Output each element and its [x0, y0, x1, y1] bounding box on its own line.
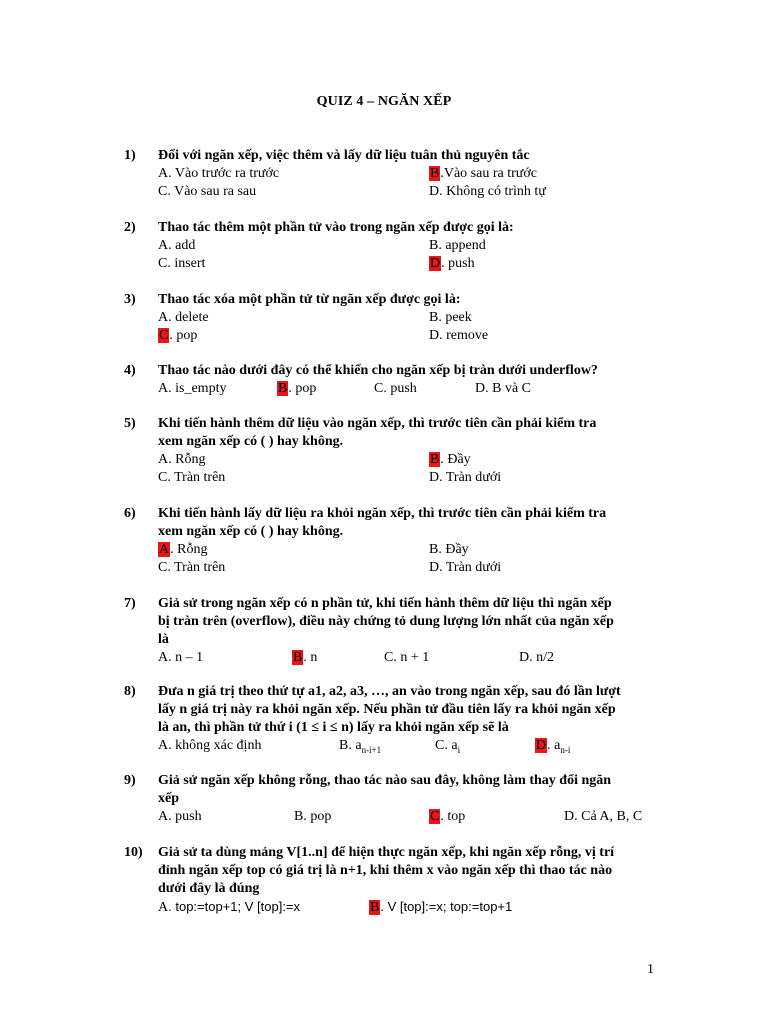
- question-5: [124, 415, 664, 487]
- option-c-selected[interactable]: C. pop: [159, 328, 198, 343]
- option-b-selected[interactable]: B. V [top]:=x; top:=top+1: [370, 899, 513, 915]
- option-d-selected[interactable]: D. $a_{n-i}$: [536, 738, 571, 755]
- question-text-line: là an, thì phần tử thứ i (1 ≤ i ≤ n) lấy ra khỏi ngăn xếp sẽ là: [158, 720, 509, 735]
- question-number: 8): [124, 684, 136, 699]
- answer-highlight: C: [159, 328, 169, 343]
- question-text-line: Giả sử ta dùng mảng V[1..n] để hiện thực ngăn xếp, khi ngăn xếp rỗng, vị trí: [158, 845, 615, 860]
- option-d[interactable]: D. Không có trình tự: [429, 184, 546, 199]
- option-a[interactable]: A. delete: [158, 310, 209, 325]
- answer-highlight: B: [278, 381, 288, 396]
- question-text-line: bị tràn trên (overflow), điều này chứng tỏ dung lượng lớn nhất của ngăn xếp: [158, 614, 614, 629]
- question-text: Thao tác nào dưới đây có thể khiến cho ngăn xếp bị tràn dưới underflow?: [158, 363, 598, 378]
- option-a[interactable]: A. Rỗng: [158, 452, 206, 467]
- question-text-line: Giả sử trong ngăn xếp có n phần tử, khi tiến hành thêm dữ liệu thì ngăn xếp: [158, 596, 612, 611]
- question-2: [124, 219, 664, 273]
- answer-highlight: A: [159, 542, 170, 557]
- question-text: Thao tác xóa một phần tử từ ngăn xếp được gọi là:: [158, 292, 461, 307]
- option-d[interactable]: D. remove: [429, 328, 489, 343]
- answer-highlight: D: [430, 256, 441, 271]
- question-number: 4): [124, 363, 136, 378]
- question-9: [124, 772, 664, 826]
- option-a[interactable]: A. Vào trước ra trước: [158, 166, 280, 181]
- option-b-selected[interactable]: B.Vào sau ra trước: [430, 166, 537, 181]
- question-text-line: Đưa n giá trị theo thứ tự a1, a2, a3, …, an vào trong ngăn xếp, sau đó lần lượt: [158, 684, 621, 699]
- option-d[interactable]: D. B và C: [475, 381, 532, 396]
- option-a[interactable]: A. không xác định: [158, 738, 262, 753]
- option-b-selected[interactable]: B. pop: [278, 381, 317, 396]
- question-text-line: xem ngăn xếp có ( ) hay không.: [158, 434, 344, 449]
- option-a[interactable]: A. add: [158, 238, 196, 253]
- question-text-line: dưới đây là đúng: [158, 881, 260, 896]
- page-title: QUIZ 4 – NGĂN XẾP: [316, 94, 452, 109]
- option-a[interactable]: A. n – 1: [158, 650, 204, 665]
- option-b-selected[interactable]: B. Đầy: [430, 452, 471, 467]
- option-a[interactable]: A. push: [158, 809, 202, 824]
- option-a[interactable]: A. top:=top+1; V [top]:=x: [158, 899, 301, 915]
- question-number: 3): [124, 292, 136, 307]
- question-number: 6): [124, 506, 136, 521]
- question-text: Đối với ngăn xếp, việc thêm và lấy dữ liệu tuân thủ nguyên tắc: [158, 148, 530, 163]
- question-7: [124, 595, 664, 667]
- option-b[interactable]: B. Đầy: [429, 542, 469, 557]
- option-c[interactable]: C. Tràn trên: [158, 560, 226, 575]
- question-8: [124, 683, 664, 755]
- answer-highlight: B: [293, 650, 303, 665]
- question-3: [124, 291, 664, 345]
- option-b[interactable]: B. pop: [294, 809, 332, 824]
- question-number: 2): [124, 220, 136, 235]
- answer-highlight: C: [430, 809, 440, 824]
- option-b[interactable]: B. append: [429, 238, 486, 253]
- question-text: Thao tác thêm một phần tử vào trong ngăn xếp được gọi là:: [158, 220, 514, 235]
- question-number: 5): [124, 416, 136, 431]
- question-text-line: xếp: [158, 791, 179, 806]
- question-6: [124, 505, 664, 577]
- option-a-selected[interactable]: A. Rỗng: [159, 542, 208, 557]
- question-10: [124, 844, 664, 916]
- option-b[interactable]: B. peek: [429, 310, 472, 325]
- option-a[interactable]: A. is_empty: [158, 381, 227, 396]
- question-number: 10): [124, 845, 143, 860]
- question-text-line: là: [158, 632, 169, 647]
- option-b-selected[interactable]: B. n: [293, 650, 318, 665]
- option-d[interactable]: D. Cả A, B, C: [564, 809, 643, 824]
- option-c[interactable]: C. $a_i$: [435, 738, 461, 755]
- option-c[interactable]: C. Vào sau ra sau: [158, 184, 257, 199]
- option-c[interactable]: C. push: [374, 381, 417, 396]
- question-text-line: Giả sử ngăn xếp không rỗng, thao tác nào sau đây, không làm thay đổi ngăn: [158, 773, 612, 788]
- option-c[interactable]: C. n + 1: [384, 650, 430, 665]
- option-d[interactable]: D. Tràn dưới: [429, 470, 502, 485]
- answer-highlight: B: [430, 166, 440, 181]
- question-text-line: xem ngăn xếp có ( ) hay không.: [158, 524, 344, 539]
- page-number: 1: [647, 962, 654, 977]
- question-number: 7): [124, 596, 136, 611]
- answer-highlight: B: [370, 900, 380, 915]
- question-1: [124, 147, 664, 201]
- answer-highlight: D: [536, 738, 547, 753]
- option-c[interactable]: C. insert: [158, 256, 206, 271]
- question-text-line: lấy n giá trị này ra khỏi ngăn xếp. Nếu phần tử đầu tiên lấy ra khỏi ngăn xếp: [158, 702, 616, 717]
- option-c-selected[interactable]: C. top: [430, 809, 466, 824]
- question-number: 9): [124, 773, 136, 788]
- question-text-line: Khi tiến hành thêm dữ liệu vào ngăn xếp, thì trước tiên cần phải kiểm tra: [158, 416, 597, 431]
- option-d-selected[interactable]: D. push: [430, 256, 475, 271]
- option-c[interactable]: C. Tràn trên: [158, 470, 226, 485]
- option-d[interactable]: D. n/2: [519, 650, 555, 665]
- answer-highlight: B: [430, 452, 440, 467]
- option-b[interactable]: B. $a_{n-i+1}$: [339, 738, 382, 755]
- question-text-line: Khi tiến hành lấy dữ liệu ra khỏi ngăn xếp, thì trước tiên cần phải kiểm tra: [158, 506, 607, 521]
- option-d[interactable]: D. Tràn dưới: [429, 560, 502, 575]
- question-4: [124, 362, 664, 398]
- question-text-line: đỉnh ngăn xếp top có giá trị là n+1, khi thêm x vào ngăn xếp thì thao tác nào: [158, 863, 613, 878]
- question-number: 1): [124, 148, 136, 163]
